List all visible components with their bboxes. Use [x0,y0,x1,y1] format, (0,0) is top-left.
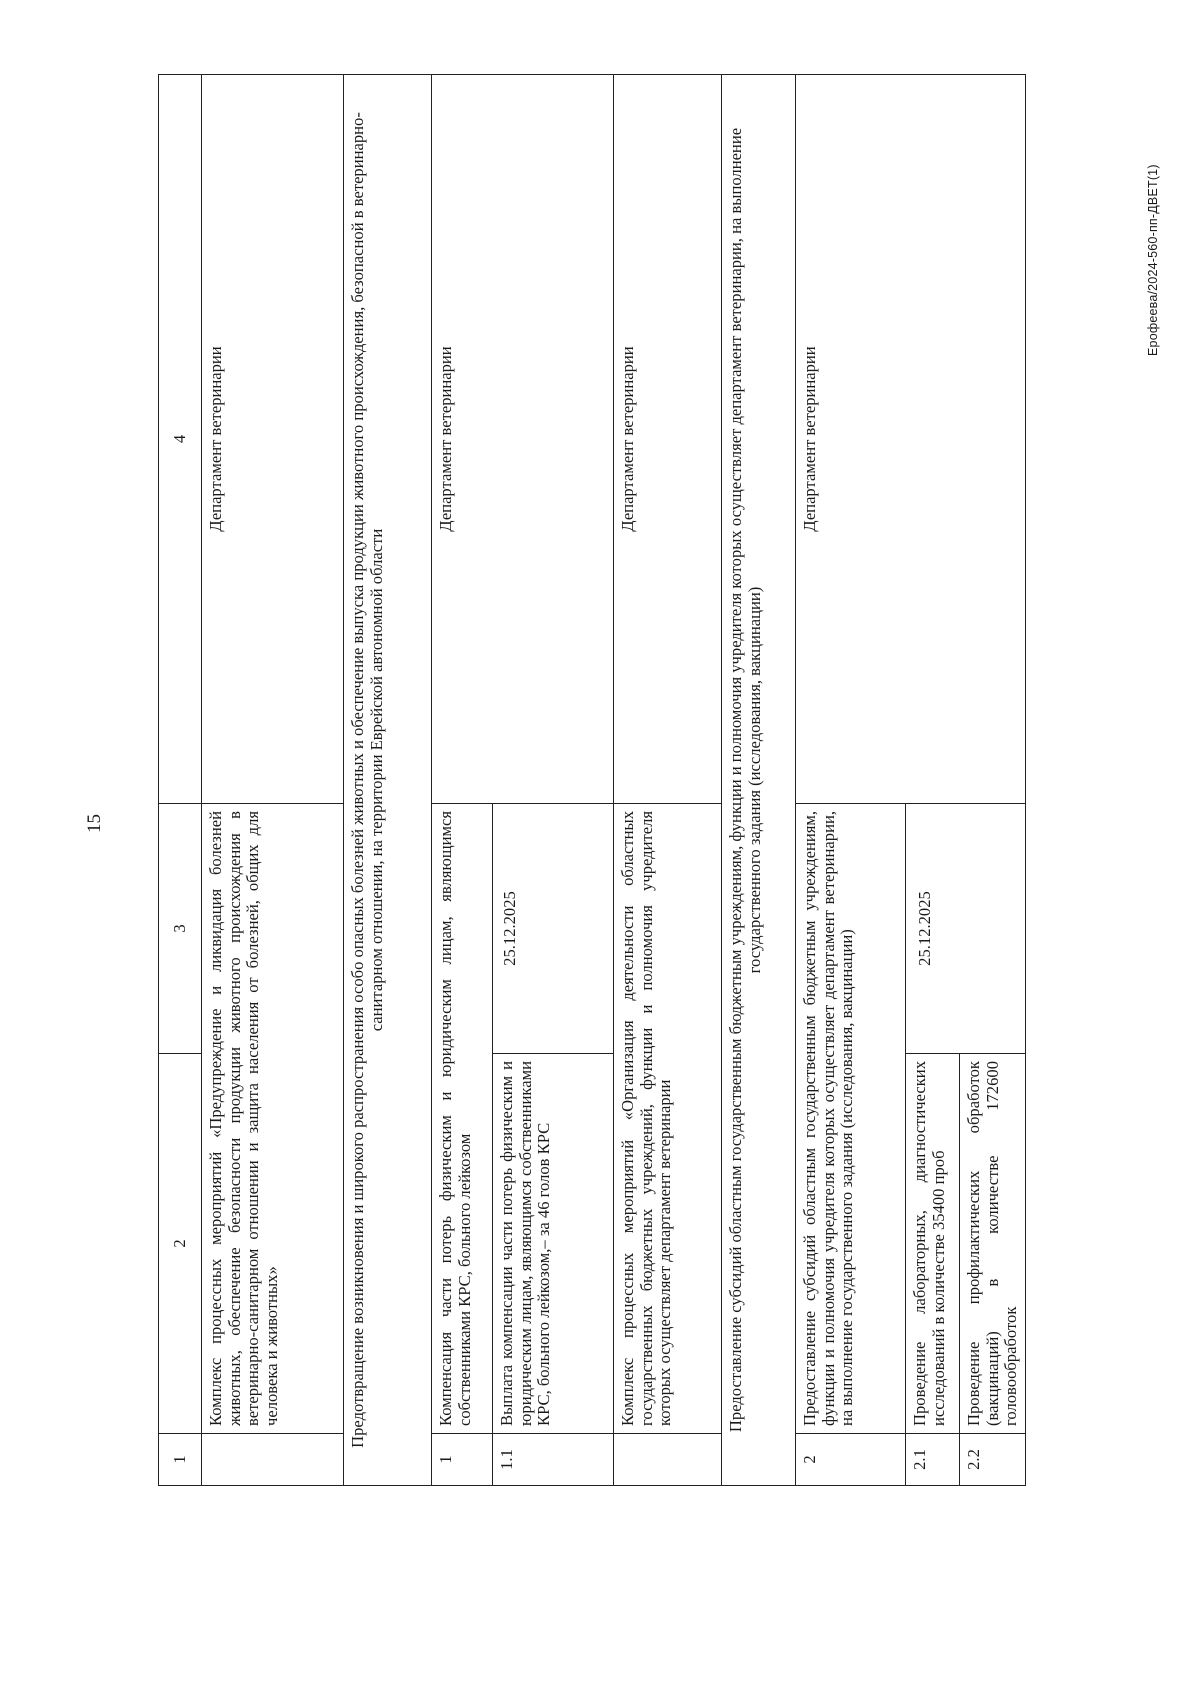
row1-1-name: Выплата компенсации части потерь физическим и юридическим лицам, являющимся собственниками КРС, больного лейкозом,– за 46 голов КРС [493,1054,614,1434]
row2-dept: Департамент ветеринарии [796,75,1026,804]
header-col-1: 1 [159,1434,202,1486]
activities-table [158,74,1026,1486]
row2-2-num: 2.2 [960,1434,1026,1486]
num-cell [202,1434,344,1486]
complex2-dept: Департамент ветеринарии [614,75,722,804]
complex2-name: Комплекс процессных мероприятий «Организация деятельности областных государственных бюджетных учреждений, функции и полномочия учредителя которых осуществляет департамент ветеринарии [614,804,722,1434]
row2-1-name: Проведение лабораторных, диагностических исследований в количестве 35400 проб [906,1054,960,1434]
complex1-dept: Департамент ветеринарии [202,75,344,804]
row1-num: 1 [432,1434,493,1486]
page-number: 15 [84,814,105,833]
table-row [432,75,493,1486]
table-row [614,75,722,1486]
table-row [796,75,906,1486]
task2-banner: Предоставление субсидий областным государственным бюджетным учреждениям, функции и полномочия учредителя которых осуществляет департамент ветеринарии, на выполнение государственного задания (исследования, вакцинации) [722,75,796,1486]
num-cell [614,1434,722,1486]
header-col-4: 4 [159,75,202,804]
row1-1-date: 25.12.2025 [493,804,614,1054]
row1-name: Компенсация части потерь физическим и юридическим лицам, являющимся собственниками КРС, больного лейкозом [432,804,493,1434]
row2-1-num: 2.1 [906,1434,960,1486]
header-col-3: 3 [159,804,202,1054]
table-header-row [159,75,202,1486]
table-row [722,75,796,1486]
document-code: Ерофеева/2024-560-пп-ДВЕТ(1) [1146,164,1160,356]
row2-1-date: 25.12.2025 [906,804,1026,1054]
task1-banner: Предотвращение возникновения и широкого распространения особо опасных болезней животных и обеспечение выпуска продукции животного происхождения, безопасной в ветеринарно-санитарном отношении, на территории Еврейской автономной области [344,75,432,1486]
row1-1-num: 1.1 [493,1434,614,1486]
table-row [202,75,344,1486]
row1-dept: Департамент ветеринарии [432,75,614,804]
header-col-2: 2 [159,1054,202,1434]
complex1-name: Комплекс процессных мероприятий «Предупреждение и ликвидация болезней животных, обеспечение безопасности продукции животного происхождения в ветеринарно-санитарном отношении и защита населения от болезней, общих для человека и животных» [202,804,344,1434]
row2-num: 2 [796,1434,906,1486]
row2-2-name: Проведение профилактических обработок (вакцинаций) в количестве 172600 головообработок [960,1054,1026,1434]
row2-name: Предоставление субсидий областным государственным бюджетным учреждениям, функции и полномочия учредителя которых осуществляет департамент ветеринарии, на выполнение государственного задания (исследования, вакцинации) [796,804,906,1434]
table-row [344,75,432,1486]
